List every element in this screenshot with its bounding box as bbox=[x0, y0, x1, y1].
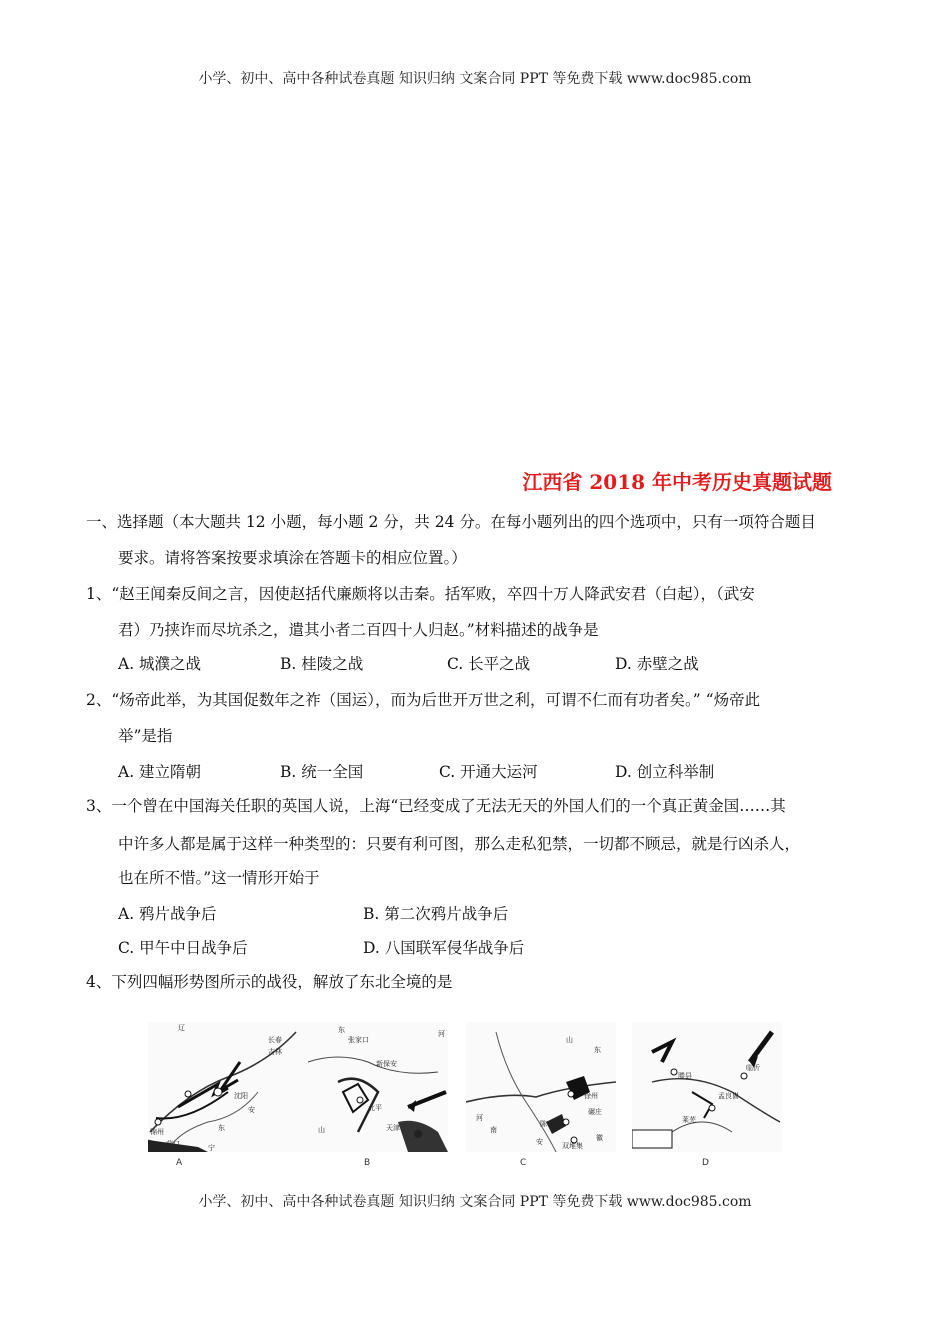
question-2-line-1: 2、“炀帝此举，为其国促数年之祚（国运），而为后世开万世之利，可谓不仁而有功者矣。” “炀帝此 bbox=[86, 691, 761, 709]
map-c-place-5: 南 bbox=[490, 1126, 497, 1134]
map-a-place-7: 东 bbox=[218, 1124, 225, 1132]
question-1-line-2: 君）乃挟诈而尽坑杀之，遣其小者二百四十人归赵。”材料描述的战争是 bbox=[118, 621, 599, 639]
map-b-place-3: 北平 bbox=[368, 1104, 382, 1112]
map-d-place-0: 滕县 bbox=[678, 1072, 692, 1080]
map-c-place-0: 徐州 bbox=[584, 1092, 598, 1100]
map-d-place-2: 孟良崮 bbox=[718, 1092, 739, 1100]
map-a-place-8: 宁 bbox=[208, 1144, 215, 1152]
section-instruction-line-1: 一、选择题（本大题共 12 小题，每小题 2 分，共 24 分。在每小题列出的四个选项中，只有一项符合题目 bbox=[86, 513, 816, 531]
map-c-place-7: 东 bbox=[594, 1046, 601, 1054]
question-3-option-d: D. 八国联军侵华战争后 bbox=[363, 939, 525, 957]
map-c-label: C bbox=[520, 1158, 527, 1168]
map-b-place-6: 山 bbox=[318, 1126, 325, 1134]
map-d-place-3: 莱芜 bbox=[682, 1116, 696, 1124]
question-3-option-b: B. 第二次鸦片战争后 bbox=[363, 905, 509, 923]
map-a-place-2: 吉林 bbox=[268, 1048, 282, 1056]
section-instruction-line-2: 要求。请将答案按要求填涂在答题卡的相应位置。） bbox=[118, 549, 467, 567]
map-b-label: B bbox=[364, 1158, 371, 1168]
map-c-place-8: 安 bbox=[536, 1138, 543, 1146]
map-a-place-3: 沈阳 bbox=[234, 1092, 248, 1100]
question-1-option-b: B. 桂陵之战 bbox=[280, 655, 364, 673]
page-header: 小学、初中、高中各种试卷真题 知识归纳 文案合同 PPT 等免费下载 www.doc985.com bbox=[198, 71, 752, 87]
page-footer: 小学、初中、高中各种试卷真题 知识归纳 文案合同 PPT 等免费下载 www.doc985.com bbox=[198, 1194, 752, 1210]
question-2-line-2: 举”是指 bbox=[118, 727, 173, 745]
question-2-option-d: D. 创立科举制 bbox=[615, 763, 715, 781]
map-c-place-4: 河 bbox=[476, 1114, 483, 1122]
map-c-place-1: 碾庄 bbox=[588, 1108, 602, 1116]
question-2-option-b: B. 统一全国 bbox=[280, 763, 364, 781]
question-3-line-3: 也在所不惜。”这一情形开始于 bbox=[118, 869, 320, 887]
map-b-place-5: 东 bbox=[338, 1026, 345, 1034]
question-2-option-a: A. 建立隋朝 bbox=[118, 763, 202, 781]
map-a-place-6: 安 bbox=[248, 1106, 255, 1114]
question-2-option-c: C. 开通大运河 bbox=[439, 763, 538, 781]
map-c-place-9: 徽 bbox=[596, 1134, 603, 1142]
map-c-place-6: 山 bbox=[566, 1036, 573, 1044]
question-4-line-1: 4、下列四幅形势图所示的战役，解放了东北全境的是 bbox=[86, 973, 453, 991]
battle-map-d bbox=[632, 1022, 782, 1152]
exam-title: 江西省 2018 年中考历史真题试题 bbox=[522, 470, 832, 494]
battle-map-a bbox=[148, 1022, 298, 1152]
question-1-option-a: A. 城濮之战 bbox=[118, 655, 202, 673]
battle-map-c bbox=[466, 1022, 616, 1152]
question-3-option-a: A. 鸦片战争后 bbox=[118, 905, 217, 923]
question-1-option-d: D. 赤壁之战 bbox=[615, 655, 699, 673]
question-3-line-2: 中许多人都是属于这样一种类型的：只要有利可图，那么走私犯禁，一切都不顾忌，就是行凶杀人， bbox=[118, 835, 801, 853]
map-a-label: A bbox=[176, 1158, 183, 1168]
map-b-place-1: 新保安 bbox=[376, 1060, 397, 1068]
map-a-place-5: 营口 bbox=[166, 1140, 180, 1148]
map-b-place-2: 天津 bbox=[386, 1124, 400, 1132]
map-d-place-1: 临沂 bbox=[746, 1064, 760, 1072]
map-c-place-3: 双堆集 bbox=[562, 1142, 583, 1150]
map-a-place-0: 辽 bbox=[178, 1024, 185, 1032]
map-a-place-4: 锦州 bbox=[150, 1128, 164, 1136]
map-a-place-1: 长春 bbox=[268, 1036, 282, 1044]
map-b-place-4: 河 bbox=[438, 1030, 445, 1038]
map-c-place-2: 陈官庄 bbox=[540, 1120, 561, 1128]
map-d-label: D bbox=[702, 1158, 709, 1168]
question-1-line-1: 1、“赵王闻秦反间之言，因使赵括代廉颇将以击秦。括军败，卒四十万人降武安君（白起），（武安 bbox=[86, 585, 755, 603]
question-1-option-c: C. 长平之战 bbox=[447, 655, 531, 673]
question-3-option-c: C. 甲午中日战争后 bbox=[118, 939, 248, 957]
question-3-line-1: 3、一个曾在中国海关任职的英国人说，上海“已经变成了无法无天的外国人们的一个真正黄金国……其 bbox=[86, 797, 786, 815]
map-b-place-0: 张家口 bbox=[348, 1036, 369, 1044]
battle-map-b bbox=[298, 1022, 448, 1152]
